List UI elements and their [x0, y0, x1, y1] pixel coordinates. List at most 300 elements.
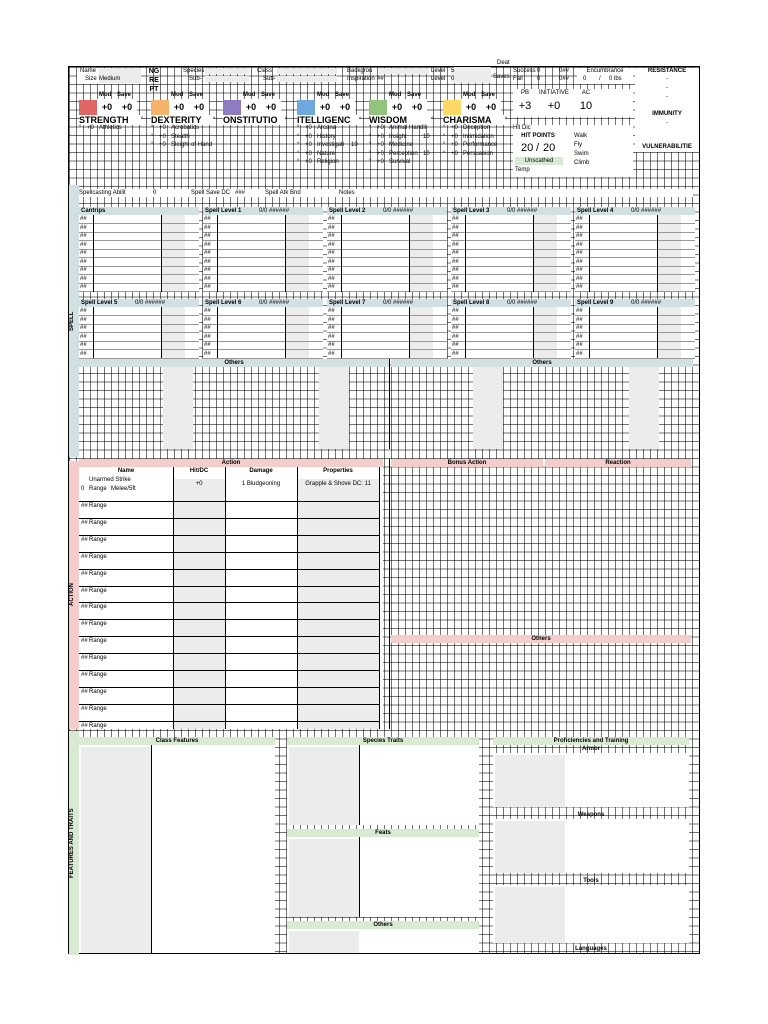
spell-slot-hash: ## [204, 333, 211, 340]
species-traits-line [359, 745, 360, 825]
vulnerability-label: VULNERABILITIE [642, 144, 692, 150]
col-hit: Hit/DC [189, 468, 209, 474]
action-row-hash: ## [81, 570, 88, 577]
spell-slot-hash: ## [80, 284, 87, 290]
skill-prof-mark[interactable]: ° [443, 125, 446, 131]
skill-prof-mark[interactable]: ° [443, 150, 446, 157]
ability-save-prof-mark: ° [505, 117, 508, 123]
action-row-hash: ## [81, 587, 88, 594]
skill-prof-mark[interactable]: ° [369, 125, 372, 131]
fail-label: Fail [513, 76, 523, 82]
spell-level-slots: 0/0 ###### [259, 300, 290, 306]
spell-row-line [451, 223, 571, 224]
skill-name: Religion [317, 159, 339, 165]
character-sheet [68, 60, 700, 954]
spell-others-shade-4 [629, 367, 659, 449]
spell-slot-hash: ## [576, 316, 583, 323]
level-label: Level [431, 68, 446, 74]
spell-row-line [451, 332, 571, 333]
skill-name: Insight [389, 133, 407, 140]
pb-value: +3 [518, 100, 532, 112]
action-row-range: Range [89, 536, 107, 543]
col-damage: Damage [249, 468, 273, 474]
spell-col-line [285, 215, 286, 292]
weapons-shade [495, 821, 565, 873]
spell-slot-hash: ## [576, 258, 583, 265]
spell-col-line [589, 215, 590, 292]
spell-slot-hash: ## [576, 350, 583, 357]
spell-row-line [79, 315, 199, 316]
spell-row-line [451, 257, 571, 258]
action-row-hash: ## [81, 688, 88, 695]
mod-label: Mod [463, 92, 476, 98]
ability-name: ITELLIGENC [297, 115, 359, 125]
spell-slot-hash: ## [80, 250, 87, 256]
ability-color-swatch [151, 100, 169, 116]
action-row-hash: ## [81, 638, 88, 645]
spell-row-line [327, 223, 447, 224]
spell-row-line [327, 266, 447, 267]
spell-row-line [79, 349, 199, 350]
spell-list-shade [533, 215, 557, 292]
reaction-header: Reaction [545, 459, 691, 467]
spell-slot-hash: ## [452, 250, 459, 256]
action-row-hash: ## [81, 536, 88, 543]
skill-bonus: +0 [377, 125, 384, 131]
save-label: Save [117, 92, 132, 98]
pb-label: PB [520, 90, 529, 96]
spell-slot-hash: ## [80, 258, 87, 265]
action-row-line [79, 653, 379, 654]
inspiration-label: Inspiration [347, 76, 375, 82]
name-label: Name [80, 68, 97, 74]
spell-slot-hash: ## [328, 241, 335, 248]
class-features-header: Class Features [79, 737, 275, 745]
ability-name: ONSTITUTIO [223, 115, 285, 125]
action-col-line-4 [379, 467, 380, 729]
spell-row-line [203, 240, 323, 241]
armor-label: Armor [581, 746, 600, 752]
spell-row-line [575, 223, 695, 224]
skill-prof-mark[interactable]: ° [151, 142, 154, 148]
spell-col-line [341, 307, 342, 358]
skill-passive: 10 [423, 133, 430, 140]
class-features-line [151, 745, 152, 953]
action-row-range: Range [89, 688, 107, 695]
skill-bonus: +0 [377, 142, 384, 148]
temp-label: Temp [515, 167, 530, 173]
ability-name: DEXTERITY [151, 115, 213, 125]
feats-line [359, 837, 360, 917]
save-label: Save [407, 92, 422, 98]
spell-slot-hash: ## [576, 333, 583, 340]
spell-slot-hash: ## [80, 308, 87, 314]
spell-slot-hash: ## [80, 275, 87, 282]
spell-col-line [533, 215, 534, 292]
spell-row-line [203, 223, 323, 224]
skill-prof-mark[interactable]: ° [369, 133, 372, 140]
skill-bonus: +0 [159, 125, 166, 131]
spell-row-line [327, 324, 447, 325]
ability-color-swatch [443, 100, 461, 116]
spell-level-title: Spell Level 3 [453, 208, 490, 214]
col-props: Properties [323, 468, 353, 474]
spell-slot-hash: ## [328, 216, 335, 222]
ability-mod: +0 [173, 102, 185, 112]
action-row-range: Range [89, 621, 107, 628]
skill-bonus: +0 [159, 142, 166, 148]
spell-slot-hash: ## [452, 216, 459, 222]
spell-save-dc-label: Spell Save DC [191, 190, 231, 196]
action-row-line [79, 569, 379, 570]
spell-slot-hash: ## [204, 350, 211, 357]
spell-row-line [575, 291, 695, 292]
spell-slot-hash: ## [80, 333, 87, 340]
spell-col-line [217, 215, 218, 292]
action-others-header: Others [391, 635, 691, 643]
spell-level-slots: 0/0 ###### [631, 208, 662, 214]
skill-name: Sleight of Hand [171, 142, 213, 148]
spell-row-line [327, 349, 447, 350]
ability-save: +0 [485, 102, 497, 112]
spell-col-line [657, 307, 658, 358]
spell-slot-hash: ## [452, 275, 459, 282]
features-side-label: FEATURES AND TRAITS [69, 808, 75, 878]
skill-name: Stealth [171, 133, 190, 140]
saves-label: Saves [493, 74, 510, 80]
action-row-line [79, 602, 379, 603]
spell-slot-hash: ## [576, 216, 583, 222]
ability-mod: +0 [391, 102, 403, 112]
spell-row-line [79, 274, 199, 275]
skill-prof-mark[interactable]: ° [443, 142, 446, 148]
class-field[interactable] [277, 68, 337, 74]
spell-row-line [79, 240, 199, 241]
spell-slot-hash: ## [204, 233, 211, 239]
spell-slot-hash: ## [80, 241, 87, 248]
spell-row-line [203, 274, 323, 275]
spell-col-line [93, 215, 94, 292]
size-field[interactable]: Medium [99, 75, 141, 83]
inspiration-value: ## [377, 76, 384, 82]
spell-level-title: Spell Level 9 [577, 300, 614, 306]
spell-slot-hash: ## [452, 316, 459, 323]
spell-col-line [465, 215, 466, 292]
spell-col-line [161, 215, 162, 292]
action-row-line [79, 586, 379, 587]
skill-name: Nature [317, 150, 336, 157]
spell-slot-hash: ## [452, 342, 459, 348]
ac-label: AC [581, 90, 591, 96]
fail-hash: 0## [559, 76, 570, 82]
skill-prof-mark[interactable]: ° [369, 142, 372, 148]
skill-name: Survival [389, 159, 411, 165]
spell-row-line [575, 341, 695, 342]
spell-slot-hash: ## [576, 342, 583, 348]
skill-prof-mark[interactable]: ° [79, 125, 82, 131]
ability-mod: +0 [319, 102, 331, 112]
action-row-range: Range [89, 655, 107, 662]
ability-save-prof-mark: ° [285, 117, 288, 123]
skill-bonus: +0 [451, 150, 458, 157]
spell-row-line [451, 274, 571, 275]
first-action-props: Grapple & Shove DC: 11 [305, 481, 371, 487]
skill-name: Animal Handli [389, 125, 427, 131]
spell-level-title: Spell Level 7 [329, 300, 366, 306]
spell-level-title: Spell Level 2 [329, 208, 366, 214]
spell-level-title: Spell Level 5 [81, 300, 118, 306]
spell-slot-hash: ## [328, 342, 335, 348]
class-label: Class [257, 68, 273, 74]
skill-name: Deception [463, 125, 491, 131]
languages-label: Languages [575, 946, 607, 952]
spell-slot-hash: ## [452, 308, 459, 314]
action-row-line [79, 721, 379, 722]
spell-row-line [327, 341, 447, 342]
spell-col-line [465, 307, 466, 358]
spell-others-divider [389, 359, 390, 449]
skill-bonus: +0 [377, 133, 384, 140]
spell-row-line [79, 291, 199, 292]
ability-save-prof-mark: ° [213, 117, 216, 123]
skill-prof-mark[interactable]: ° [297, 125, 300, 131]
level-value[interactable]: 5 [451, 67, 491, 75]
spell-info-bar [79, 189, 693, 197]
species-label: Species [183, 68, 205, 74]
skill-prof-mark[interactable]: ° [297, 133, 300, 140]
skill-prof-mark[interactable]: ° [151, 133, 154, 140]
sub-species-field[interactable] [205, 76, 249, 82]
skill-bonus: +0 [305, 159, 312, 165]
speed-climb: Climb [574, 160, 590, 166]
spell-slot-hash: ## [80, 267, 87, 273]
spell-list-shade [409, 215, 433, 292]
skill-prof-mark[interactable]: ° [297, 142, 300, 148]
hp-max[interactable]: 20 [543, 142, 556, 154]
spell-row-line [575, 257, 695, 258]
action-row-hash: ## [81, 519, 88, 526]
sub-species-label: Sub- [189, 76, 202, 82]
first-action-hit: +0 [195, 481, 203, 487]
background-label: Backgrou [347, 68, 373, 74]
skill-bonus: +0 [377, 159, 384, 165]
action-col-line-1 [173, 467, 174, 729]
spell-slot-hash: ## [204, 275, 211, 282]
spell-row-line [575, 283, 695, 284]
ability-color-swatch [223, 100, 241, 116]
skill-prof-mark[interactable]: ° [297, 150, 300, 157]
save-label: Save [261, 92, 276, 98]
subclass-label: Sub- [263, 76, 276, 82]
ability-color-swatch [369, 100, 387, 116]
ac-value: 10 [579, 100, 593, 112]
spell-slot-hash: ## [576, 224, 583, 231]
spell-row-line [79, 332, 199, 333]
action-row-line [79, 552, 379, 553]
spell-slot-hash: ## [576, 308, 583, 314]
spell-row-line [575, 232, 695, 233]
mod-label: Mod [171, 92, 184, 98]
hit-points-label: HIT POINTS [521, 133, 555, 139]
resistance-1: - [666, 76, 668, 82]
action-row-range: Range [89, 503, 107, 509]
spell-row-line [203, 266, 323, 267]
spell-slot-hash: ## [204, 316, 211, 323]
ability-name: WISDOM [369, 115, 431, 125]
action-row-line [79, 535, 379, 536]
action-row-range: Range [89, 638, 107, 645]
hit-dice-label: Hit Dic [513, 125, 531, 131]
action-side-label: ACTION [69, 583, 75, 607]
action-row-hash: ## [81, 672, 88, 678]
skill-passive: 10 [423, 150, 430, 157]
skill-name: Persuasion [463, 150, 494, 157]
spell-row-line [203, 232, 323, 233]
resistance-3: - [666, 94, 668, 100]
spell-slot-hash: ## [328, 316, 335, 323]
spell-row-line [79, 266, 199, 267]
skill-bonus: +0 [451, 133, 458, 140]
spell-slot-hash: ## [80, 224, 87, 231]
name-field[interactable] [99, 68, 141, 75]
props-column-shade [297, 479, 379, 729]
spell-slot-hash: ## [204, 267, 211, 273]
action-row-hash: ## [81, 705, 88, 712]
save-label: Save [481, 92, 496, 98]
spell-row-line [575, 324, 695, 325]
spell-slot-hash: ## [204, 284, 211, 290]
skill-bonus: +0 [305, 125, 312, 131]
spell-notes-label: Notes [339, 190, 355, 196]
spell-slot-hash: ## [204, 342, 211, 348]
spell-col-line [217, 307, 218, 358]
species-traits-shade [289, 747, 359, 825]
mod-label: Mod [317, 92, 330, 98]
skill-passive: 10 [351, 142, 358, 148]
ability-name: STRENGTH [79, 115, 141, 125]
ability-color-swatch [297, 100, 315, 116]
spell-row-line [451, 232, 571, 233]
death-label: Deat [497, 60, 510, 66]
skill-prof-mark[interactable]: ° [297, 159, 300, 165]
background-field[interactable] [379, 68, 429, 74]
skill-name: Arcana [317, 125, 337, 131]
success-hash: 0## [559, 68, 570, 74]
subclass-field[interactable] [277, 76, 337, 82]
ability-save-prof-mark: ° [359, 117, 362, 123]
spell-others-left: Others [79, 359, 389, 367]
spell-level-slots: 0/0 ###### [259, 208, 290, 214]
class-features-shade [81, 747, 151, 953]
spell-row-line [451, 291, 571, 292]
spell-slot-hash: ## [576, 267, 583, 273]
spell-row-line [575, 349, 695, 350]
ability-save: +0 [265, 102, 277, 112]
enc-unit: 0 lbs [609, 76, 622, 82]
save-label: Save [335, 92, 350, 98]
spell-others-shade-2 [319, 367, 349, 449]
spell-row-line [203, 324, 323, 325]
action-row-line [79, 518, 379, 519]
hp-current[interactable]: 20 [521, 142, 534, 154]
spell-level-title: Spell Level 6 [205, 300, 242, 306]
spell-others-shade-3 [473, 367, 503, 449]
spell-slot-hash: ## [452, 258, 459, 265]
spell-row-line [575, 274, 695, 275]
species-field[interactable] [205, 68, 249, 74]
spell-col-line [161, 307, 162, 358]
action-row-line [79, 501, 379, 502]
first-action-range-value: Melee/5ft [111, 486, 136, 492]
bonus-action-header: Bonus Action [391, 459, 543, 467]
spell-row-line [203, 249, 323, 250]
skill-name: Acrobatics [171, 125, 200, 131]
spell-slot-hash: ## [576, 233, 583, 239]
resistance-2: - [666, 85, 668, 91]
spell-slot-hash: ## [328, 350, 335, 357]
first-action-count: 0 [81, 486, 85, 492]
spell-row-line [451, 240, 571, 241]
spell-list-shade [161, 215, 185, 292]
skill-bonus: +0 [305, 133, 312, 140]
spell-row-line [575, 266, 695, 267]
spell-level-title: Spell Level 1 [205, 208, 242, 214]
skill-name: Performance [463, 142, 498, 148]
spell-slot-hash: ## [204, 308, 211, 314]
spell-slot-hash: ## [328, 308, 335, 314]
spell-level-slots: 0/0 ###### [135, 300, 166, 306]
tools-shade [495, 887, 565, 943]
skill-bonus: +0 [451, 142, 458, 148]
spell-row-line [203, 349, 323, 350]
spell-slot-hash: ## [204, 241, 211, 248]
armor-shade [495, 755, 565, 807]
action-row-range: Range [89, 519, 107, 526]
skill-prof-mark[interactable]: ° [151, 125, 154, 131]
species-traits-header: Species Traits [287, 737, 479, 745]
mod-label: Mod [243, 92, 256, 98]
skill-prof-mark[interactable]: ° [369, 159, 372, 165]
skill-name: Perception [389, 150, 418, 157]
mod-label: Mod [389, 92, 402, 98]
spell-row-line [451, 283, 571, 284]
immunity-label: IMMUNITY [652, 111, 682, 117]
enc-value: 0 [583, 76, 587, 82]
skill-prof-mark[interactable]: ° [369, 150, 372, 157]
spell-col-line [341, 215, 342, 292]
action-row-hash: ## [81, 722, 88, 729]
level2-value[interactable]: 0 [451, 75, 491, 83]
spell-row-line [79, 324, 199, 325]
enc-sep: / [599, 76, 601, 82]
spell-slot-hash: ## [328, 267, 335, 273]
spell-list-shade [657, 215, 681, 292]
spell-row-line [203, 315, 323, 316]
action-header: Action [79, 459, 383, 467]
spell-col-line [93, 307, 94, 358]
speed-walk: Walk [574, 133, 588, 139]
initiative-label: INITIATIVE [539, 90, 569, 96]
spell-row-line [327, 283, 447, 284]
success-value: 0 [537, 68, 541, 74]
spell-slot-hash: ## [452, 267, 459, 273]
ability-color-swatch [79, 100, 97, 116]
spell-others-right: Others [391, 359, 693, 367]
skill-prof-mark[interactable]: ° [443, 133, 446, 140]
spell-slot-hash: ## [328, 284, 335, 290]
spell-slot-hash: ## [80, 325, 87, 331]
feats-shade [289, 839, 359, 917]
